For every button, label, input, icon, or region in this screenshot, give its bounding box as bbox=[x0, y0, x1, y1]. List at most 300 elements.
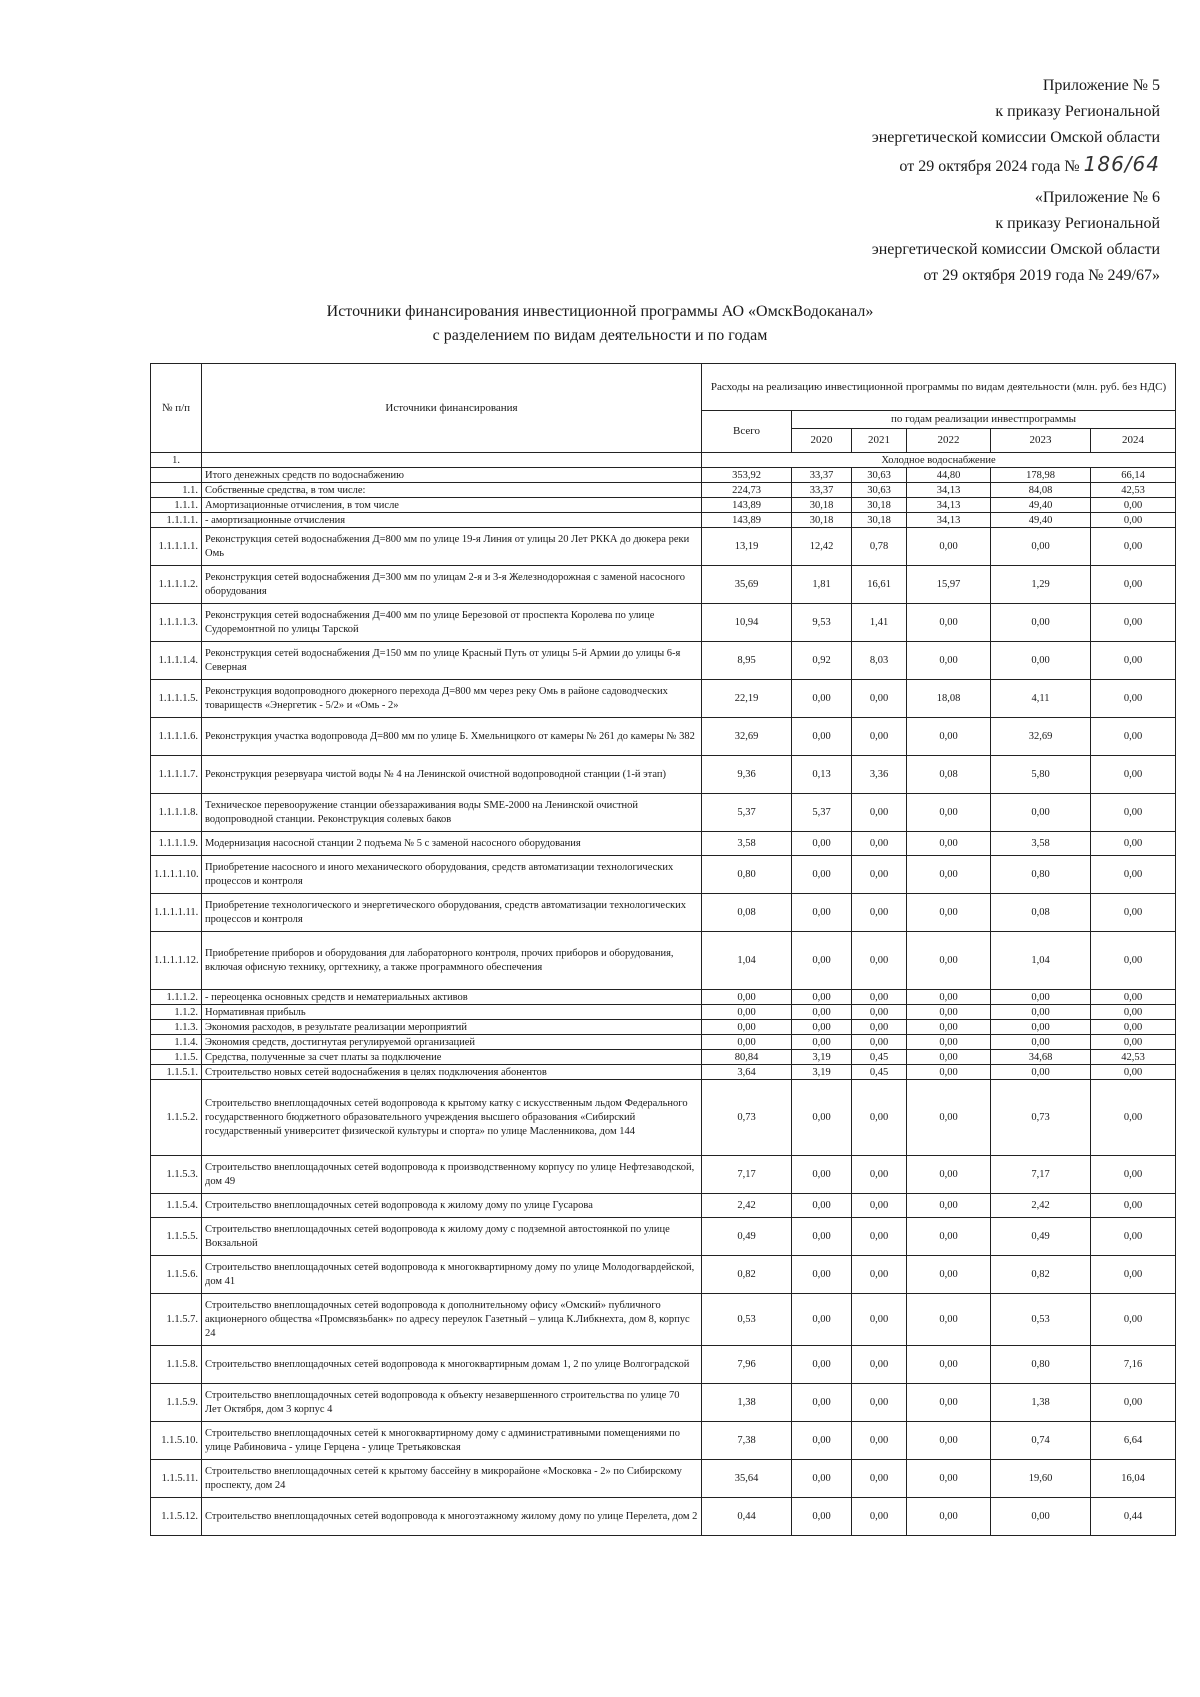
original-commission-line: энергетической комиссии Омской области bbox=[871, 241, 1160, 258]
table-row bbox=[151, 1194, 1176, 1218]
row-year-value: 32,69 bbox=[991, 718, 1091, 756]
original-appendix-line: «Приложение № 6 bbox=[1034, 189, 1160, 206]
row-year-value: 0,00 bbox=[792, 1294, 852, 1346]
row-number: 1.1.3. bbox=[151, 1020, 202, 1035]
row-year-value: 0,00 bbox=[1091, 642, 1176, 680]
row-total-value: 5,37 bbox=[702, 794, 792, 832]
table-body bbox=[151, 453, 1176, 1536]
row-year-value: 0,00 bbox=[852, 1194, 907, 1218]
table-row bbox=[151, 1080, 1176, 1156]
row-year-value: 0,80 bbox=[991, 856, 1091, 894]
row-year-value: 0,00 bbox=[1091, 1020, 1176, 1035]
row-source-name: Нормативная прибыль bbox=[202, 1005, 702, 1020]
row-number: 1.1.5.8. bbox=[151, 1346, 202, 1384]
row-source-name: Строительство внеплощадочных сетей водопровода к жилому дому с подземной автостоянкой по улице Вокзальной bbox=[202, 1218, 702, 1256]
row-year-value: 0,00 bbox=[1091, 1035, 1176, 1050]
row-source-name: Реконструкция сетей водоснабжения Д=400 мм по улице Березовой от проспекта Королева по улице Судоремонтной по улицы Тарской bbox=[202, 604, 702, 642]
row-year-value: 33,37 bbox=[792, 483, 852, 498]
row-year-value: 0,00 bbox=[907, 1422, 991, 1460]
row-year-value: 0,00 bbox=[792, 1422, 852, 1460]
row-number: 1.1.5.6. bbox=[151, 1256, 202, 1294]
row-year-value: 0,45 bbox=[852, 1050, 907, 1065]
row-year-value: 0,00 bbox=[1091, 1256, 1176, 1294]
row-source-name: Приобретение технологического и энергетического оборудования, средств автоматизации технологических процессов и контроля bbox=[202, 894, 702, 932]
row-year-value: 16,04 bbox=[1091, 1460, 1176, 1498]
row-year-value: 0,00 bbox=[991, 794, 1091, 832]
table-row bbox=[151, 680, 1176, 718]
row-year-value: 30,18 bbox=[852, 498, 907, 513]
row-year-value: 0,00 bbox=[792, 1156, 852, 1194]
row-total-value: 0,53 bbox=[702, 1294, 792, 1346]
row-year-value: 0,00 bbox=[907, 1156, 991, 1194]
row-total-value: 35,69 bbox=[702, 566, 792, 604]
row-source-name: - амортизационные отчисления bbox=[202, 513, 702, 528]
row-total-value: 1,38 bbox=[702, 1384, 792, 1422]
row-total-value: 7,17 bbox=[702, 1156, 792, 1194]
row-source-name: Техническое перевооружение станции обеззараживания воды SME-2000 на Ленинской очистной водопроводной станции. Реконструкция солевых баков bbox=[202, 794, 702, 832]
row-year-value: 0,00 bbox=[1091, 718, 1176, 756]
row-total-value: 353,92 bbox=[702, 468, 792, 483]
row-year-value: 0,00 bbox=[907, 856, 991, 894]
row-year-value: 1,38 bbox=[991, 1384, 1091, 1422]
row-number: 1.1.1.1.4. bbox=[151, 642, 202, 680]
row-year-value: 30,18 bbox=[852, 513, 907, 528]
table-row bbox=[151, 528, 1176, 566]
row-year-value: 0,00 bbox=[907, 1194, 991, 1218]
header-date-line bbox=[872, 151, 1160, 180]
row-year-value: 42,53 bbox=[1091, 1050, 1176, 1065]
row-year-value: 178,98 bbox=[991, 468, 1091, 483]
row-number: 1.1.5.9. bbox=[151, 1384, 202, 1422]
row-year-value: 30,18 bbox=[792, 513, 852, 528]
row-number: 1.1.1.1.3. bbox=[151, 604, 202, 642]
row-year-value: 0,00 bbox=[991, 1035, 1091, 1050]
row-number: 1.1.1.1.12. bbox=[151, 932, 202, 990]
row-source-name: Реконструкция резервуара чистой воды № 4 на Ленинской очистной водопроводной станции (1-й этап) bbox=[202, 756, 702, 794]
table-row bbox=[151, 794, 1176, 832]
row-year-value: 1,81 bbox=[792, 566, 852, 604]
row-year-value: 0,00 bbox=[852, 1346, 907, 1384]
row-source-name: Собственные средства, в том числе: bbox=[202, 483, 702, 498]
row-total-value: 1,04 bbox=[702, 932, 792, 990]
row-year-value: 0,45 bbox=[852, 1065, 907, 1080]
row-year-value: 0,00 bbox=[1091, 856, 1176, 894]
row-number: 1.1.1.1.5. bbox=[151, 680, 202, 718]
row-total-value: 7,38 bbox=[702, 1422, 792, 1460]
row-source-name: Реконструкция водопроводного дюкерного перехода Д=800 мм через реку Омь в районе садоводческих товариществ «Энергетик - 5/2» и «Омь - 2» bbox=[202, 680, 702, 718]
table-row bbox=[151, 1384, 1176, 1422]
row-year-value: 66,14 bbox=[1091, 468, 1176, 483]
row-total-value: 3,64 bbox=[702, 1065, 792, 1080]
table-row bbox=[151, 756, 1176, 794]
row-year-value: 0,00 bbox=[907, 932, 991, 990]
row-year-value: 0,00 bbox=[1091, 1065, 1176, 1080]
row-number: 1.1.1.1. bbox=[151, 513, 202, 528]
table-row bbox=[151, 1050, 1176, 1065]
document-title bbox=[150, 300, 1050, 348]
row-year-value: 0,00 bbox=[991, 1020, 1091, 1035]
row-year-value: 0,80 bbox=[991, 1346, 1091, 1384]
row-year-value: 0,00 bbox=[792, 1005, 852, 1020]
col-header-year: 2021 bbox=[852, 429, 907, 453]
row-year-value: 0,00 bbox=[907, 1384, 991, 1422]
row-year-value: 0,00 bbox=[852, 1156, 907, 1194]
row-year-value: 42,53 bbox=[1091, 483, 1176, 498]
row-year-value: 34,13 bbox=[907, 483, 991, 498]
header-appendix-line: Приложение № 5 bbox=[1042, 77, 1160, 94]
row-number: 1.1.1. bbox=[151, 498, 202, 513]
row-total-value: 0,73 bbox=[702, 1080, 792, 1156]
row-year-value: 0,00 bbox=[792, 832, 852, 856]
row-year-value: 0,00 bbox=[991, 1065, 1091, 1080]
row-total-value: 2,42 bbox=[702, 1194, 792, 1218]
table-row bbox=[151, 1498, 1176, 1536]
header-order-line: к приказу Региональной bbox=[995, 103, 1160, 120]
row-year-value: 49,40 bbox=[991, 513, 1091, 528]
table-row bbox=[151, 566, 1176, 604]
row-year-value: 0,00 bbox=[792, 1194, 852, 1218]
row-number: 1.1.1.1.7. bbox=[151, 756, 202, 794]
row-source-name: Строительство внеплощадочных сетей водопровода к объекту незавершенного строительства по улице 70 Лет Октября, дом 3 корпус 4 bbox=[202, 1384, 702, 1422]
row-year-value: 0,00 bbox=[852, 1005, 907, 1020]
section-number: 1. bbox=[151, 453, 202, 468]
col-header-source: Источники финансирования bbox=[202, 364, 702, 453]
row-year-value: 33,37 bbox=[792, 468, 852, 483]
row-number bbox=[151, 468, 202, 483]
row-year-value: 1,29 bbox=[991, 566, 1091, 604]
row-year-value: 0,00 bbox=[1091, 932, 1176, 990]
row-total-value: 8,95 bbox=[702, 642, 792, 680]
row-source-name: Строительство внеплощадочных сетей водопровода к многоквартирным домам 1, 2 по улице Волгоградской bbox=[202, 1346, 702, 1384]
row-source-name: Приобретение приборов и оборудования для лабораторного контроля, прочих приборов и оборудования, включая офисную технику, оргтехнику, а также программного обеспечения bbox=[202, 932, 702, 990]
row-year-value: 0,00 bbox=[907, 642, 991, 680]
row-number: 1.1.2. bbox=[151, 1005, 202, 1020]
row-number: 1.1.5.4. bbox=[151, 1194, 202, 1218]
row-year-value: 34,68 bbox=[991, 1050, 1091, 1065]
row-year-value: 5,37 bbox=[792, 794, 852, 832]
row-year-value: 0,53 bbox=[991, 1294, 1091, 1346]
row-number: 1.1. bbox=[151, 483, 202, 498]
row-year-value: 0,00 bbox=[1091, 604, 1176, 642]
table-row bbox=[151, 468, 1176, 483]
row-year-value: 15,97 bbox=[907, 566, 991, 604]
row-year-value: 0,00 bbox=[1091, 498, 1176, 513]
row-source-name: Экономия расходов, в результате реализации мероприятий bbox=[202, 1020, 702, 1035]
row-year-value: 0,00 bbox=[792, 1498, 852, 1536]
title-line-2: с разделением по видам деятельности и по годам bbox=[432, 327, 768, 344]
row-total-value: 0,00 bbox=[702, 1035, 792, 1050]
row-total-value: 224,73 bbox=[702, 483, 792, 498]
col-header-year: 2023 bbox=[991, 429, 1091, 453]
row-year-value: 0,08 bbox=[907, 756, 991, 794]
row-year-value: 0,00 bbox=[792, 1020, 852, 1035]
table-row bbox=[151, 1035, 1176, 1050]
row-year-value: 0,00 bbox=[852, 894, 907, 932]
table-row bbox=[151, 1065, 1176, 1080]
table-row bbox=[151, 1294, 1176, 1346]
row-year-value: 0,00 bbox=[1091, 1156, 1176, 1194]
row-source-name: Реконструкция сетей водоснабжения Д=800 мм по улице 19-я Линия от улицы 20 Лет РККА до дюкера реки Омь bbox=[202, 528, 702, 566]
row-year-value: 1,41 bbox=[852, 604, 907, 642]
table-row bbox=[151, 1156, 1176, 1194]
table-header bbox=[151, 364, 1176, 453]
row-number: 1.1.1.2. bbox=[151, 990, 202, 1005]
section-row bbox=[151, 453, 1176, 468]
row-year-value: 30,63 bbox=[852, 483, 907, 498]
row-year-value: 0,00 bbox=[907, 1020, 991, 1035]
table-row bbox=[151, 832, 1176, 856]
row-year-value: 0,00 bbox=[907, 718, 991, 756]
row-year-value: 0,00 bbox=[792, 894, 852, 932]
table-row bbox=[151, 604, 1176, 642]
row-year-value: 0,00 bbox=[991, 990, 1091, 1005]
row-year-value: 0,00 bbox=[852, 1035, 907, 1050]
row-number: 1.1.1.1.11. bbox=[151, 894, 202, 932]
row-year-value: 0,00 bbox=[1091, 990, 1176, 1005]
row-year-value: 0,73 bbox=[991, 1080, 1091, 1156]
row-number: 1.1.5. bbox=[151, 1050, 202, 1065]
row-year-value: 0,00 bbox=[907, 832, 991, 856]
row-year-value: 0,13 bbox=[792, 756, 852, 794]
row-year-value: 0,00 bbox=[852, 1498, 907, 1536]
row-total-value: 0,82 bbox=[702, 1256, 792, 1294]
row-source-name: Строительство новых сетей водоснабжения в целях подключения абонентов bbox=[202, 1065, 702, 1080]
row-year-value: 0,00 bbox=[907, 1294, 991, 1346]
row-year-value: 0,00 bbox=[1091, 1080, 1176, 1156]
col-header-by-years: по годам реализации инвестпрограммы bbox=[792, 411, 1176, 429]
row-year-value: 0,00 bbox=[907, 1346, 991, 1384]
row-number: 1.1.1.1.8. bbox=[151, 794, 202, 832]
row-year-value: 0,00 bbox=[1091, 756, 1176, 794]
row-total-value: 9,36 bbox=[702, 756, 792, 794]
row-year-value: 0,00 bbox=[907, 1498, 991, 1536]
row-total-value: 22,19 bbox=[702, 680, 792, 718]
row-source-name: Строительство внеплощадочных сетей к многоквартирному дому с административными помещениями по улице Рабиновича - улице Герцена - улице Третьяковская bbox=[202, 1422, 702, 1460]
row-source-name: Строительство внеплощадочных сетей водопровода к многоквартирному дому по улице Молодогвардейской, дом 41 bbox=[202, 1256, 702, 1294]
row-year-value: 0,00 bbox=[852, 1422, 907, 1460]
row-number: 1.1.5.7. bbox=[151, 1294, 202, 1346]
row-total-value: 143,89 bbox=[702, 513, 792, 528]
row-year-value: 84,08 bbox=[991, 483, 1091, 498]
row-year-value: 0,00 bbox=[907, 1080, 991, 1156]
row-total-value: 0,49 bbox=[702, 1218, 792, 1256]
row-source-name: - переоценка основных средств и нематериальных активов bbox=[202, 990, 702, 1005]
row-year-value: 0,00 bbox=[792, 856, 852, 894]
row-year-value: 0,00 bbox=[792, 718, 852, 756]
row-year-value: 0,00 bbox=[852, 680, 907, 718]
row-number: 1.1.5.3. bbox=[151, 1156, 202, 1194]
table-row bbox=[151, 1218, 1176, 1256]
row-number: 1.1.5.1. bbox=[151, 1065, 202, 1080]
row-total-value: 80,84 bbox=[702, 1050, 792, 1065]
row-year-value: 4,11 bbox=[991, 680, 1091, 718]
row-year-value: 30,18 bbox=[792, 498, 852, 513]
row-year-value: 0,00 bbox=[907, 1065, 991, 1080]
row-total-value: 0,00 bbox=[702, 990, 792, 1005]
row-year-value: 0,00 bbox=[1091, 1384, 1176, 1422]
title-line-1: Источники финансирования инвестиционной программы АО «ОмскВодоканал» bbox=[326, 303, 874, 320]
row-year-value: 0,00 bbox=[852, 1384, 907, 1422]
row-source-name: Строительство внеплощадочных сетей к крытому бассейну в микрорайоне «Московка - 2» по Сибирскому проспекту, дом 24 bbox=[202, 1460, 702, 1498]
row-year-value: 0,00 bbox=[852, 1218, 907, 1256]
row-year-value: 0,00 bbox=[852, 1294, 907, 1346]
row-source-name: Реконструкция сетей водоснабжения Д=300 мм по улицам 2-я и 3-я Железнодорожная с заменой насосного оборудования bbox=[202, 566, 702, 604]
row-year-value: 3,19 bbox=[792, 1050, 852, 1065]
handwritten-order-number: 186/64 bbox=[1083, 152, 1160, 176]
row-source-name: Средства, полученные за счет платы за подключение bbox=[202, 1050, 702, 1065]
row-total-value: 10,94 bbox=[702, 604, 792, 642]
row-year-value: 7,16 bbox=[1091, 1346, 1176, 1384]
row-year-value: 18,08 bbox=[907, 680, 991, 718]
row-year-value: 0,00 bbox=[1091, 832, 1176, 856]
row-year-value: 0,00 bbox=[907, 1218, 991, 1256]
col-header-total: Всего bbox=[702, 411, 792, 453]
row-year-value: 0,00 bbox=[852, 856, 907, 894]
row-year-value: 0,00 bbox=[907, 1035, 991, 1050]
row-year-value: 0,00 bbox=[792, 1218, 852, 1256]
table-row bbox=[151, 1460, 1176, 1498]
row-number: 1.1.4. bbox=[151, 1035, 202, 1050]
row-year-value: 0,00 bbox=[1091, 513, 1176, 528]
row-year-value: 49,40 bbox=[991, 498, 1091, 513]
row-total-value: 32,69 bbox=[702, 718, 792, 756]
row-year-value: 3,19 bbox=[792, 1065, 852, 1080]
row-total-value: 35,64 bbox=[702, 1460, 792, 1498]
row-year-value: 0,00 bbox=[792, 1080, 852, 1156]
row-year-value: 0,00 bbox=[907, 990, 991, 1005]
row-year-value: 0,00 bbox=[991, 1005, 1091, 1020]
row-year-value: 0,00 bbox=[852, 832, 907, 856]
row-year-value: 0,00 bbox=[792, 1035, 852, 1050]
row-number: 1.1.1.1.6. bbox=[151, 718, 202, 756]
row-year-value: 0,08 bbox=[991, 894, 1091, 932]
row-year-value: 0,92 bbox=[792, 642, 852, 680]
row-year-value: 0,00 bbox=[852, 1460, 907, 1498]
row-year-value: 0,00 bbox=[907, 894, 991, 932]
row-year-value: 0,74 bbox=[991, 1422, 1091, 1460]
table-row bbox=[151, 718, 1176, 756]
row-number: 1.1.5.5. bbox=[151, 1218, 202, 1256]
row-source-name: Экономия средств, достигнутая регулируемой организацией bbox=[202, 1035, 702, 1050]
row-year-value: 0,00 bbox=[907, 604, 991, 642]
row-total-value: 0,08 bbox=[702, 894, 792, 932]
row-year-value: 5,80 bbox=[991, 756, 1091, 794]
row-year-value: 0,00 bbox=[852, 932, 907, 990]
row-year-value: 0,00 bbox=[907, 1460, 991, 1498]
row-source-name: Итого денежных средств по водоснабжению bbox=[202, 468, 702, 483]
row-total-value: 0,80 bbox=[702, 856, 792, 894]
col-header-num: № п/п bbox=[151, 364, 202, 453]
row-year-value: 0,00 bbox=[792, 1346, 852, 1384]
row-year-value: 2,42 bbox=[991, 1194, 1091, 1218]
row-year-value: 0,00 bbox=[907, 794, 991, 832]
row-year-value: 34,13 bbox=[907, 513, 991, 528]
row-year-value: 0,78 bbox=[852, 528, 907, 566]
row-year-value: 0,00 bbox=[907, 1256, 991, 1294]
col-header-year: 2020 bbox=[792, 429, 852, 453]
row-year-value: 12,42 bbox=[792, 528, 852, 566]
row-year-value: 0,00 bbox=[852, 794, 907, 832]
table-row bbox=[151, 1422, 1176, 1460]
row-year-value: 0,00 bbox=[852, 990, 907, 1005]
row-number: 1.1.1.1.10. bbox=[151, 856, 202, 894]
table-row bbox=[151, 856, 1176, 894]
row-year-value: 3,58 bbox=[991, 832, 1091, 856]
col-header-year: 2022 bbox=[907, 429, 991, 453]
row-year-value: 0,00 bbox=[991, 642, 1091, 680]
table-row bbox=[151, 1256, 1176, 1294]
row-year-value: 0,44 bbox=[1091, 1498, 1176, 1536]
row-year-value: 1,04 bbox=[991, 932, 1091, 990]
table-row bbox=[151, 483, 1176, 498]
row-source-name: Строительство внеплощадочных сетей водопровода к многоэтажному жилому дому по улице Перелета, дом 2 bbox=[202, 1498, 702, 1536]
row-year-value: 34,13 bbox=[907, 498, 991, 513]
row-year-value: 0,00 bbox=[792, 1384, 852, 1422]
row-year-value: 3,36 bbox=[852, 756, 907, 794]
row-year-value: 0,00 bbox=[907, 528, 991, 566]
row-number: 1.1.5.11. bbox=[151, 1460, 202, 1498]
row-number: 1.1.5.10. bbox=[151, 1422, 202, 1460]
row-year-value: 0,00 bbox=[1091, 1194, 1176, 1218]
row-source-name: Строительство внеплощадочных сетей водопровода к крытому катку с искусственным льдом Федерального государственного бюджетного образовательного учреждения высшего образования «Сибирский государственный университет физической культуры и спорта» по улице Масленникова, дом 144 bbox=[202, 1080, 702, 1156]
row-year-value: 0,00 bbox=[852, 1080, 907, 1156]
table-row bbox=[151, 990, 1176, 1005]
row-year-value: 0,00 bbox=[1091, 1218, 1176, 1256]
row-year-value: 0,00 bbox=[1091, 680, 1176, 718]
row-source-name: Приобретение насосного и иного механического оборудования, средств автоматизации технологических процессов и контроля bbox=[202, 856, 702, 894]
row-number: 1.1.1.1.1. bbox=[151, 528, 202, 566]
row-year-value: 0,00 bbox=[792, 1460, 852, 1498]
table-row bbox=[151, 1346, 1176, 1384]
row-number: 1.1.5.2. bbox=[151, 1080, 202, 1156]
row-year-value: 0,00 bbox=[1091, 566, 1176, 604]
row-year-value: 0,00 bbox=[1091, 1005, 1176, 1020]
row-year-value: 30,63 bbox=[852, 468, 907, 483]
row-number: 1.1.1.1.2. bbox=[151, 566, 202, 604]
table-row bbox=[151, 498, 1176, 513]
row-year-value: 0,00 bbox=[907, 1005, 991, 1020]
row-source-name: Строительство внеплощадочных сетей водопровода к производственному корпусу по улице Нефтезаводской, дом 49 bbox=[202, 1156, 702, 1194]
current-order-header bbox=[872, 73, 1160, 180]
row-year-value: 8,03 bbox=[852, 642, 907, 680]
header-date-text: от 29 октября 2024 года № bbox=[899, 158, 1080, 175]
row-year-value: 0,00 bbox=[852, 718, 907, 756]
header-commission-line: энергетической комиссии Омской области bbox=[871, 129, 1160, 146]
row-year-value: 0,00 bbox=[1091, 1294, 1176, 1346]
original-order-line: к приказу Региональной bbox=[995, 215, 1160, 232]
col-header-year: 2024 bbox=[1091, 429, 1176, 453]
row-source-name: Модернизация насосной станции 2 подъема № 5 с заменой насосного оборудования bbox=[202, 832, 702, 856]
row-year-value: 0,00 bbox=[907, 1050, 991, 1065]
row-year-value: 7,17 bbox=[991, 1156, 1091, 1194]
table-row bbox=[151, 932, 1176, 990]
original-order-header bbox=[872, 185, 1160, 289]
row-total-value: 3,58 bbox=[702, 832, 792, 856]
row-year-value: 0,00 bbox=[792, 680, 852, 718]
table-row bbox=[151, 1020, 1176, 1035]
row-year-value: 0,00 bbox=[792, 1256, 852, 1294]
table-row bbox=[151, 1005, 1176, 1020]
row-source-name: Амортизационные отчисления, в том числе bbox=[202, 498, 702, 513]
row-source-name: Реконструкция сетей водоснабжения Д=150 мм по улице Красный Путь от улицы 5-й Армии до улицы 6-я Северная bbox=[202, 642, 702, 680]
row-year-value: 0,82 bbox=[991, 1256, 1091, 1294]
row-year-value: 0,00 bbox=[1091, 894, 1176, 932]
row-total-value: 143,89 bbox=[702, 498, 792, 513]
row-year-value: 0,00 bbox=[991, 604, 1091, 642]
section-title: Холодное водоснабжение bbox=[702, 453, 1176, 468]
row-total-value: 13,19 bbox=[702, 528, 792, 566]
row-year-value: 0,49 bbox=[991, 1218, 1091, 1256]
